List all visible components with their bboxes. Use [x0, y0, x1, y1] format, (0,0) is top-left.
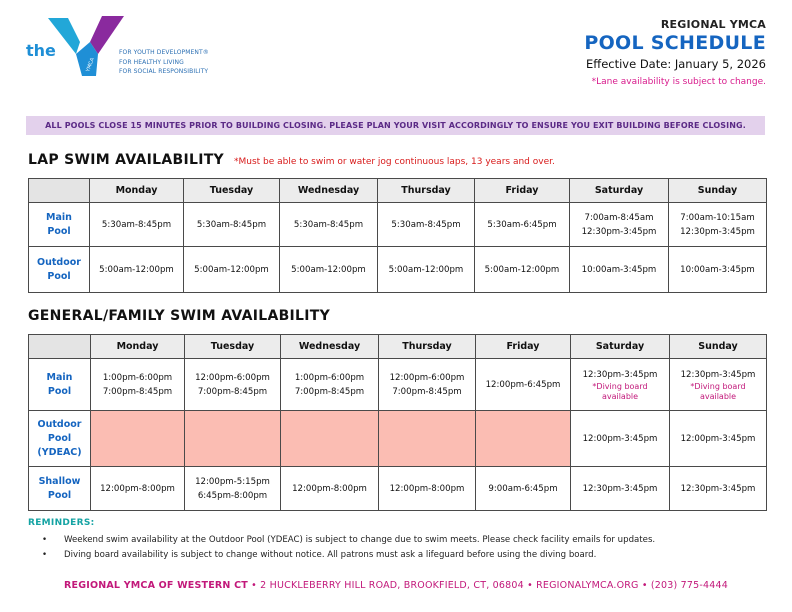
time-cell	[570, 203, 669, 247]
time-slot: 12:00pm-6:00pm	[195, 372, 270, 383]
pool-name-line: Pool	[47, 385, 72, 397]
time-slot: 5:30am-8:45pm	[196, 219, 267, 230]
ymca-logo	[26, 14, 226, 84]
time-slot: 5:00am-12:00pm	[194, 264, 269, 275]
lap-section-title	[28, 152, 555, 168]
unavailable-cell	[91, 411, 185, 467]
time-cell	[475, 203, 570, 247]
time-slot: 12:00pm-6:45pm	[485, 379, 561, 390]
diving-note: available	[601, 391, 639, 401]
footer-details: • 2 HUCKLEBERRY HILL ROAD, BROOKFIELD, CT, 06804 • REGIONALYMCA.ORG • (203) 775-4444	[247, 580, 728, 591]
effective-date: Effective Date: January 5, 2026	[586, 57, 766, 71]
time-cell	[476, 359, 571, 411]
closing-banner: ALL POOLS CLOSE 15 MINUTES PRIOR TO BUILDING CLOSING. PLEASE PLAN YOUR VISIT ACCORDINGLY TO ENSURE YOU EXIT BUILDING BEFORE CLOSING.	[26, 116, 765, 135]
reminders-title: REMINDERS:	[28, 518, 95, 528]
reminders	[28, 518, 655, 563]
pool-name	[29, 411, 91, 467]
time-slot: 7:00pm-8:45pm	[102, 386, 173, 397]
unavailable-cell	[476, 411, 571, 467]
time-cell	[571, 467, 670, 511]
time-slot: 12:00pm-8:00pm	[292, 483, 367, 494]
time-cell	[90, 203, 184, 247]
day-header: Friday	[476, 335, 571, 359]
time-cell	[379, 467, 476, 511]
time-slot: 12:00pm-8:00pm	[389, 483, 465, 494]
pool-name-line: (YDEAC)	[37, 446, 82, 458]
diving-note: available	[699, 391, 737, 401]
time-cell	[184, 247, 280, 293]
time-cell	[670, 359, 767, 411]
pool-name-line: Pool	[47, 489, 72, 501]
time-slot: 7:00pm-8:45pm	[392, 386, 462, 397]
time-cell	[280, 203, 378, 247]
header	[584, 18, 766, 87]
time-cell	[280, 247, 378, 293]
time-slot: 12:30pm-3:45pm	[680, 369, 756, 380]
pool-name-line: Outdoor	[37, 418, 82, 430]
pool-name	[29, 203, 90, 247]
pool-name-line: Outdoor	[37, 256, 81, 268]
time-cell	[281, 467, 379, 511]
time-slot: 12:00pm-5:15pm	[195, 476, 270, 487]
footer	[0, 580, 792, 591]
time-slot: 7:00pm-8:45pm	[294, 386, 365, 397]
time-cell	[281, 359, 379, 411]
unavailable-cell	[379, 411, 476, 467]
time-cell	[90, 247, 184, 293]
time-cell	[378, 203, 475, 247]
lap-title: LAP SWIM AVAILABILITY	[28, 152, 224, 168]
time-slot: 12:30pm-3:45pm	[680, 483, 756, 494]
time-slot: 12:00pm-8:00pm	[100, 483, 175, 494]
time-slot: 10:00am-3:45pm	[581, 264, 657, 275]
day-header: Tuesday	[184, 179, 280, 203]
time-slot: 9:00am-6:45pm	[488, 483, 558, 494]
schedule-row	[29, 411, 767, 467]
time-slot: 7:00pm-8:45pm	[197, 386, 268, 397]
time-cell	[184, 203, 280, 247]
time-slot: 5:00am-12:00pm	[291, 264, 366, 275]
general-section-title	[28, 308, 330, 324]
general-title: GENERAL/FAMILY SWIM AVAILABILITY	[28, 308, 331, 324]
tagline-3: FOR SOCIAL RESPONSIBILITY	[119, 68, 209, 75]
tagline-1: FOR YOUTH DEVELOPMENT®	[119, 49, 209, 56]
page-title: POOL SCHEDULE	[584, 32, 766, 54]
time-slot: 5:30am-8:45pm	[391, 219, 461, 230]
time-cell	[475, 247, 570, 293]
reminders-list	[28, 533, 655, 563]
day-header: Monday	[91, 335, 185, 359]
time-slot: 5:00am-12:00pm	[484, 264, 560, 275]
logo-tagline	[119, 48, 209, 77]
org-name: REGIONAL YMCA	[660, 18, 766, 31]
pool-name-line: Pool	[47, 432, 72, 444]
time-cell	[571, 359, 670, 411]
unavailable-cell	[185, 411, 281, 467]
time-cell	[571, 411, 670, 467]
time-slot: 12:00pm-3:45pm	[582, 433, 658, 444]
time-slot: 7:00am-8:45am	[584, 212, 654, 223]
lap-swim-table	[28, 178, 767, 293]
time-slot: 12:00pm-6:00pm	[389, 372, 465, 383]
unavailable-cell	[281, 411, 379, 467]
time-slot: 5:30am-8:45pm	[101, 219, 172, 230]
pool-name-line: Main	[46, 371, 73, 383]
ymca-y-icon	[46, 14, 126, 78]
day-header: Saturday	[570, 179, 669, 203]
time-slot: 5:00am-12:00pm	[99, 264, 174, 275]
time-cell	[379, 359, 476, 411]
time-cell	[570, 247, 669, 293]
time-cell	[185, 467, 281, 511]
lap-note: *Must be able to swim or water jog continuous laps, 13 years and over.	[234, 157, 555, 167]
time-slot: 1:00pm-6:00pm	[294, 372, 365, 383]
schedule-row	[29, 359, 767, 411]
corner-cell	[29, 335, 91, 359]
lap-header-row	[29, 179, 767, 203]
logo-small-mark: YMCA	[85, 57, 96, 73]
pool-name-line: Pool	[47, 270, 71, 282]
time-cell	[91, 467, 185, 511]
general-header-row	[29, 335, 767, 359]
pool-name-line: Main	[46, 211, 72, 223]
reminder-item: • Diving board availability is subject to change without notice. All patrons must ask a lifeguard before using the diving board.	[28, 548, 655, 563]
diving-note: *Diving board	[592, 381, 648, 391]
time-slot: 12:30pm-3:45pm	[582, 369, 658, 380]
time-slot: 5:30am-8:45pm	[293, 219, 364, 230]
time-cell	[91, 359, 185, 411]
time-cell	[476, 467, 571, 511]
time-slot: 1:00pm-6:00pm	[102, 372, 173, 383]
day-header: Tuesday	[185, 335, 281, 359]
day-header: Saturday	[571, 335, 670, 359]
day-header: Monday	[90, 179, 184, 203]
pool-name-line: Pool	[47, 225, 71, 237]
schedule-row	[29, 203, 767, 247]
day-header: Friday	[475, 179, 570, 203]
schedule-row	[29, 247, 767, 293]
time-slot: 7:00am-10:15am	[680, 212, 755, 223]
time-cell	[185, 359, 281, 411]
time-slot: 5:00am-12:00pm	[388, 264, 464, 275]
pool-name-line: Shallow	[38, 475, 81, 487]
time-slot: 6:45pm-8:00pm	[197, 490, 268, 501]
time-cell	[670, 411, 767, 467]
footer-org: REGIONAL YMCA OF WESTERN CT	[64, 580, 248, 591]
lane-note: *Lane availability is subject to change.	[591, 77, 766, 87]
time-slot: 12:30pm-3:45pm	[581, 226, 657, 237]
day-header: Sunday	[669, 179, 767, 203]
logo-wordmark: the	[26, 41, 56, 60]
corner-cell	[29, 179, 90, 203]
day-header: Thursday	[379, 335, 476, 359]
general-swim-table	[28, 334, 767, 511]
time-cell	[378, 247, 475, 293]
time-cell	[669, 247, 767, 293]
pool-name	[29, 247, 90, 293]
schedule-row	[29, 467, 767, 511]
pool-name	[29, 467, 91, 511]
time-slot: 12:30pm-3:45pm	[582, 483, 658, 494]
day-header: Wednesday	[281, 335, 379, 359]
diving-note: *Diving board	[690, 381, 746, 391]
pool-name	[29, 359, 91, 411]
time-slot: 12:00pm-3:45pm	[680, 433, 756, 444]
time-slot: 12:30pm-3:45pm	[680, 226, 755, 237]
time-cell	[670, 467, 767, 511]
day-header: Sunday	[670, 335, 767, 359]
tagline-2: FOR HEALTHY LIVING	[119, 58, 184, 66]
time-cell	[669, 203, 767, 247]
day-header: Wednesday	[280, 179, 378, 203]
time-slot: 5:30am-6:45pm	[487, 219, 557, 230]
reminder-item: • Weekend swim availability at the Outdoor Pool (YDEAC) is subject to change due to swim meets. Please check facility emails for updates.	[28, 533, 655, 548]
time-slot: 10:00am-3:45pm	[680, 264, 755, 275]
day-header: Thursday	[378, 179, 475, 203]
